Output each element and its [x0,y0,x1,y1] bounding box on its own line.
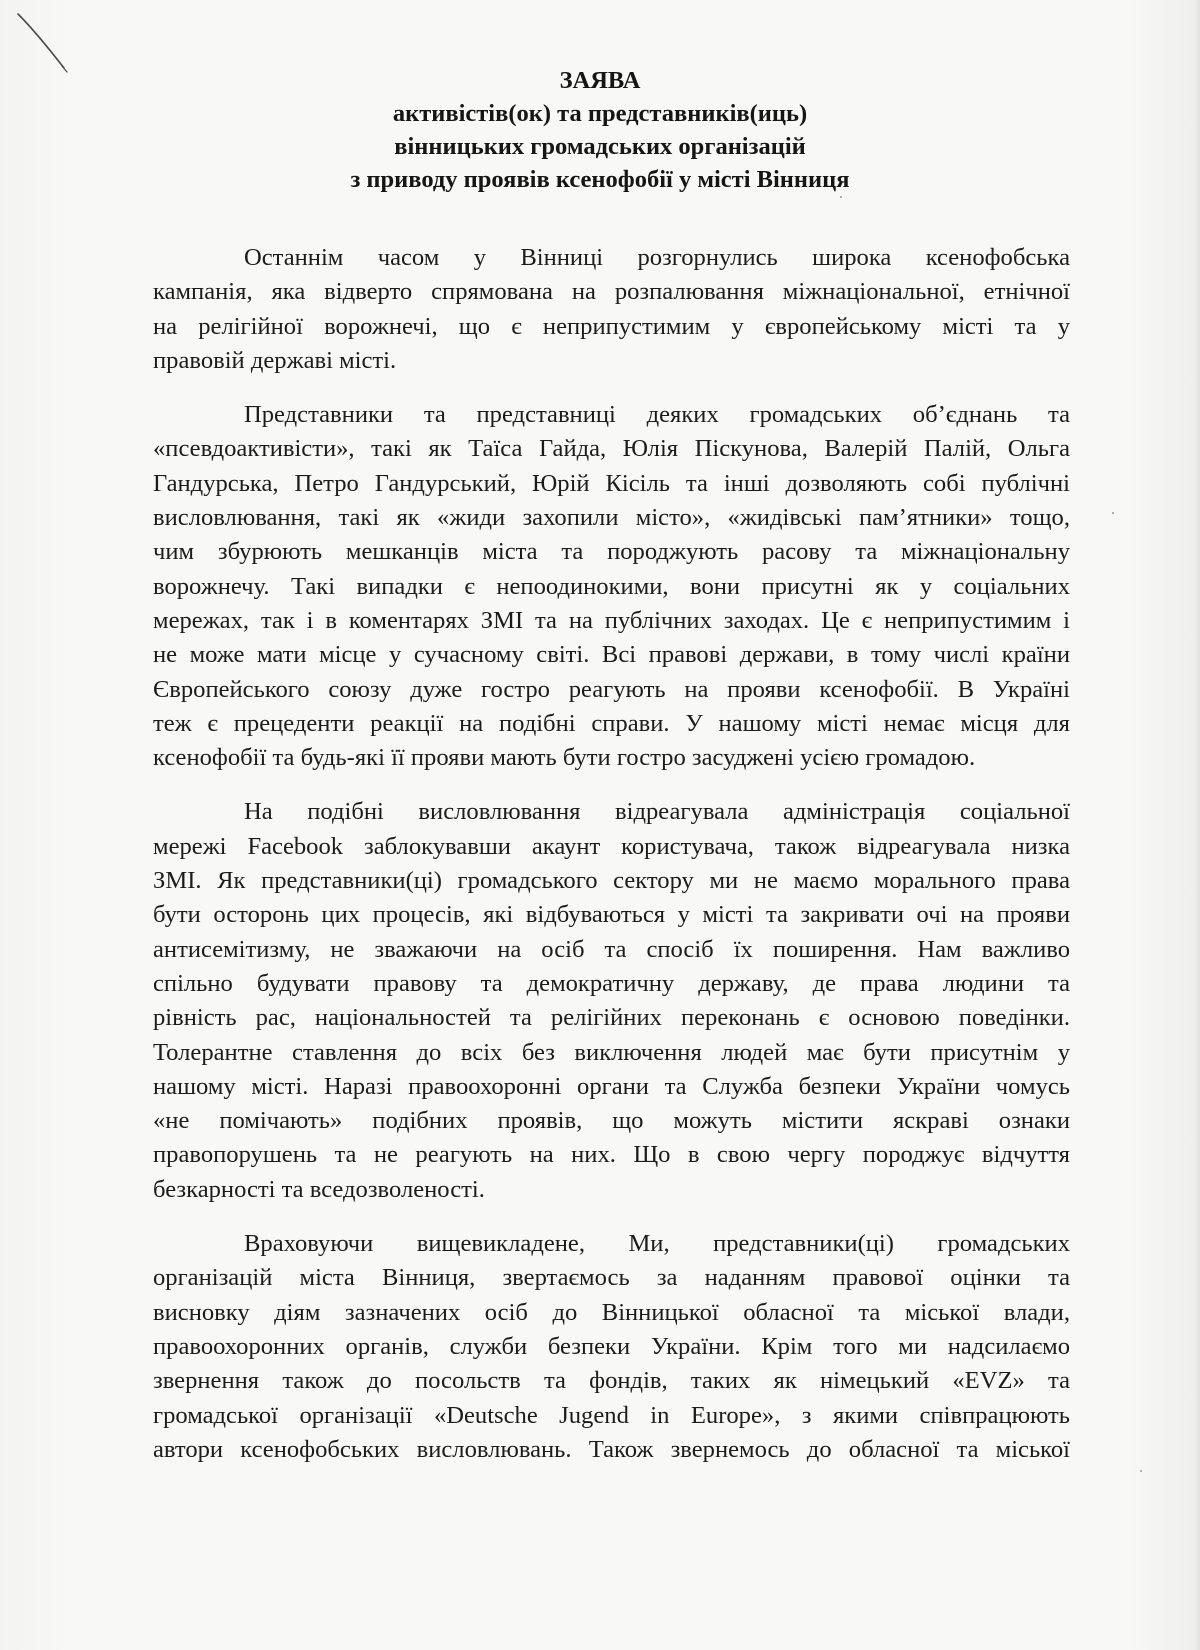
paragraph-line: рівність рас, національностей та релігійних переконань є основою поведінки. [153,1004,1070,1032]
paragraph-line: не може мати місце у сучасному світі. Всі правові держави, в тому числі країни [153,641,1070,669]
paragraph-line: автори ксенофобських висловлювань. Також звернемось до обласної та міської [153,1435,1070,1463]
paragraph-line: ворожнечу. Такі випадки є непоодинокими, вони присутні як у соціальних [153,572,1070,600]
scan-speck [840,196,842,198]
paragraph-line: ксенофобії та будь-які її прояви мають бути гостро засуджені усією громадою. [153,744,976,772]
paragraph [153,241,1070,378]
paragraph-line: висловлювання, такі як «жиди захопили місто», «жидівські пам’ятники» тощо, [153,504,1070,532]
paragraph-line: антисемітизму, не зважаючи на осіб та спосіб їх поширення. Нам важливо [153,935,1070,963]
paragraph-line: «не помічають» подібних проявів, що можуть містити яскраві ознаки [153,1107,1070,1135]
paragraph-line: Останнім часом у Вінниці розгорнулись широка ксенофобська [244,244,1070,271]
scan-speck [1112,512,1114,514]
paragraph-line: правовій державі місті. [153,346,397,374]
paragraph-line: нашому місті. Наразі правоохоронні органи та Служба безпеки України чомусь [153,1072,1070,1100]
document-subtitle-line: вінницьких громадських організацій [394,133,806,160]
paragraph-line: спільно будувати правову та демократичну державу, де права людини та [153,969,1070,997]
paragraph-line: теж є прецеденти реакції на подібні справи. У нашому місті немає місця для [153,709,1070,737]
paragraph-line: Гандурська, Петро Гандурський, Юрій Кісіль та інші дозволяють собі публічні [153,469,1070,497]
paragraph-line: Представники та представниці деяких громадських об’єднань та [244,401,1070,429]
paragraph-line: Толерантне ставлення до всіх без виключення людей має бути присутнім у [153,1038,1070,1066]
paragraph-line: організацій міста Вінниця, звертаємось за наданням правової оцінки та [153,1264,1070,1292]
paragraph-line: ЗМІ. Як представники(ці) громадського сектору ми не маємо морального права [153,867,1070,895]
scan-speck [1140,1470,1142,1472]
document-body [153,241,1070,1487]
paragraph [153,398,1070,775]
paragraph-line: висновку діям зазначених осіб до Вінницької обласної та міської влади, [153,1298,1070,1326]
paragraph [153,795,1070,1207]
paragraph-line: На подібні висловлювання відреагувала адміністрація соціальної [244,798,1070,826]
paragraph-line: Європейського союзу дуже гостро реагують на прояви ксенофобії. В Україні [153,675,1070,703]
paragraph-line: мережі Facebook заблокувавши акаунт користувача, також відреагувала низка [153,832,1070,860]
paragraph-line: громадської організації «Deutsche Jugend in Europe», з якими співпрацюють [153,1401,1070,1429]
paragraph-line: правопорушень та не реагують на них. Що в свою чергу породжує відчуття [153,1141,1070,1169]
paragraph-line: «псевдоактивісти», такі як Таїса Гайда, Юлія Піскунова, Валерій Палій, Ольга [153,435,1070,463]
document-subtitle-line: з приводу проявів ксенофобії у місті Вінниця [350,166,850,193]
document-subtitle-line: активістів(ок) та представників(иць) [392,100,808,127]
paragraph-line: звернення також до посольств та фондів, таких як німецький «EVZ» та [153,1367,1070,1395]
paragraph-line: кампанія, яка відверто спрямована на розпалювання міжнаціональної, етнічної [153,278,1070,306]
paragraph-line: правоохоронних органів, служби безпеки України. Крім того ми надсилаємо [153,1332,1070,1360]
document-heading [150,64,1050,196]
paragraph-line: безкарності та вседозволеності. [153,1175,485,1203]
document-title: ЗАЯВА [559,67,641,94]
paragraph-line: Враховуючи вищевикладене, Ми, представники(ці) громадських [244,1230,1070,1258]
paragraph-line: мережах, так і в коментарях ЗМІ та на публічних заходах. Це є неприпустимим і [153,606,1070,634]
paragraph-line: на релігійної ворожнечі, що є неприпустимим у європейському місті та у [153,312,1070,340]
paragraph-line: чим збурюють мешканців міста та породжують расову та міжнаціональну [153,538,1070,566]
paragraph [153,1227,1070,1467]
pen-stroke-mark [0,0,90,90]
scan-edge-shadow [1194,0,1200,1650]
paragraph-line: бути осторонь цих процесів, які відбуваються у місті та закривати очі на прояви [153,901,1070,929]
